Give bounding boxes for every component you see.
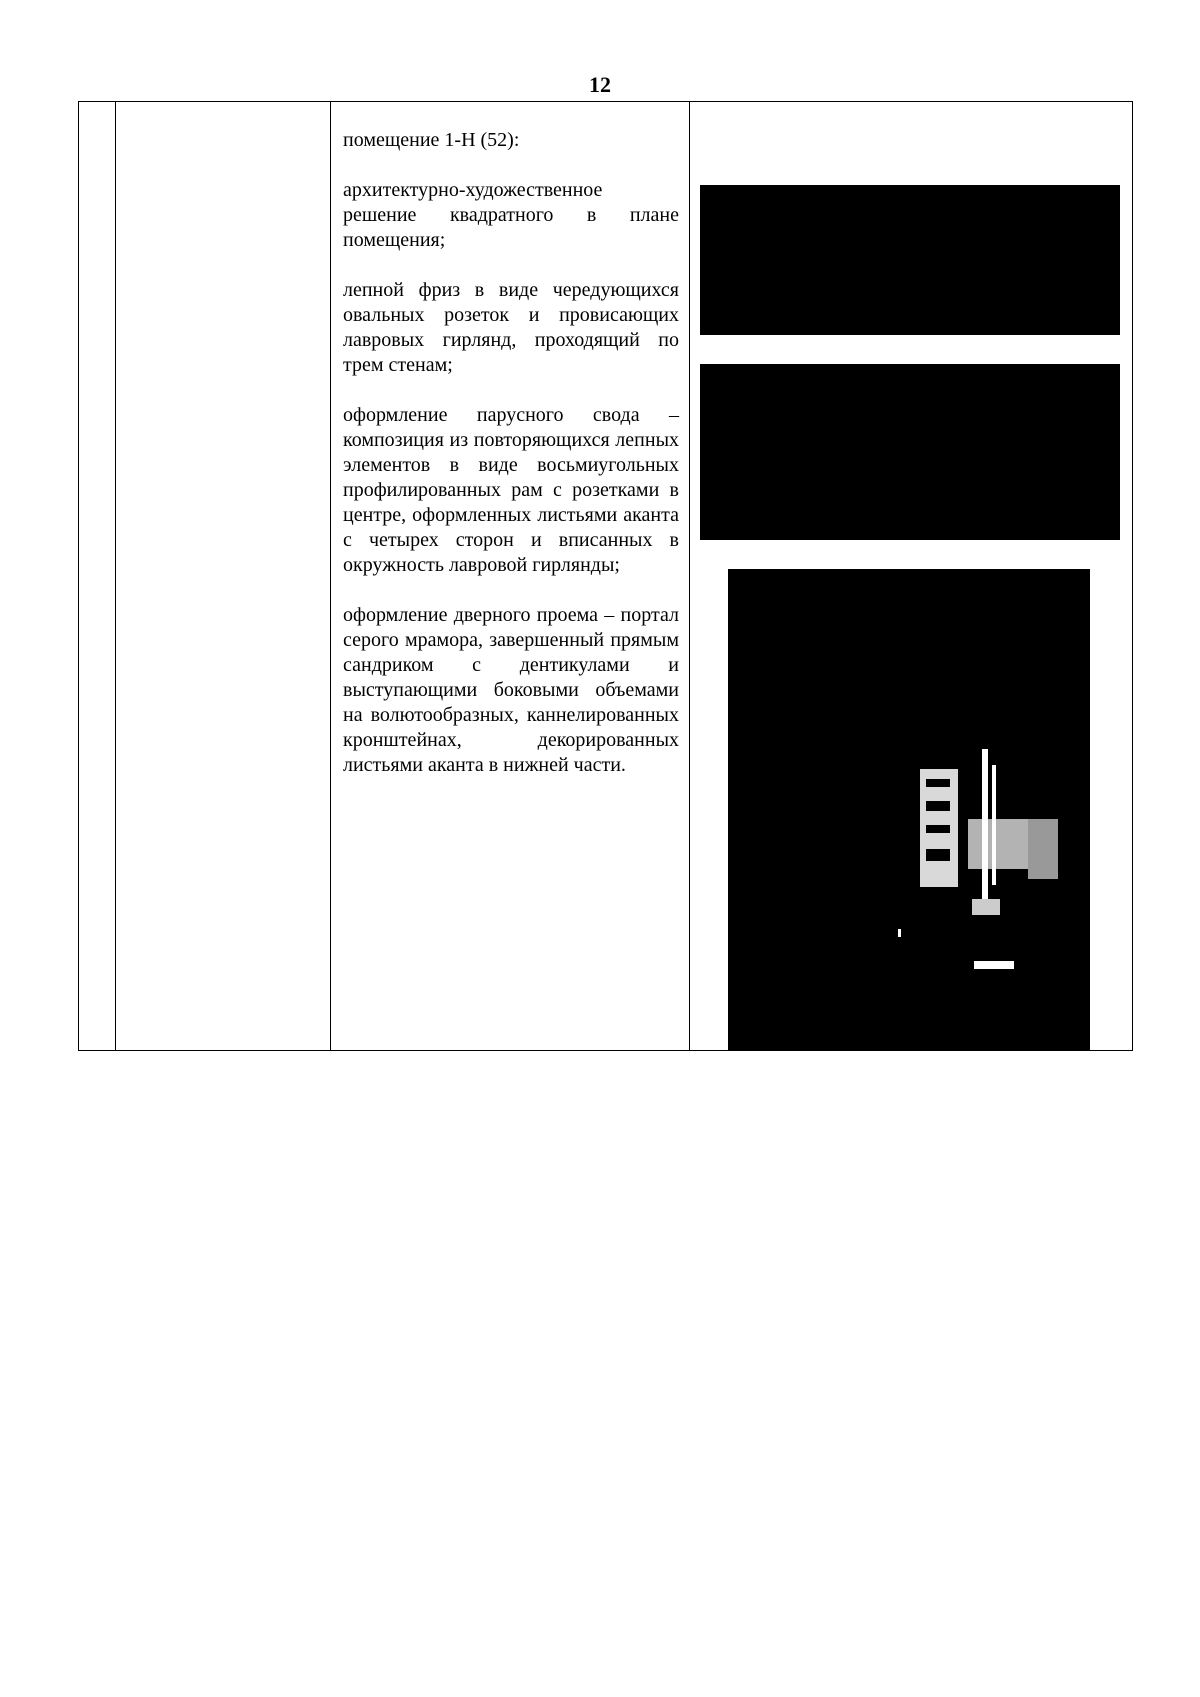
page-number: 12	[589, 72, 611, 97]
item-architectural-solution: архитектурно-художественное решение квадратного в плане помещения;	[343, 179, 679, 251]
room-heading: помещение 1-Н (52):	[343, 129, 520, 151]
photo-frieze	[700, 185, 1120, 335]
item-vault: оформление парусного свода – композиция из повторяющихся лепных элементов в виде восьмиугольных профилированных рам с розетками в центре, оформленных листьями аканта с четырех сторон и вписанных в окружность лавровой гирлянды;	[343, 404, 679, 576]
doorway-photo-highlights	[728, 569, 1090, 1051]
table-row	[79, 102, 1133, 1051]
number-cell	[79, 102, 116, 1051]
item-frieze: лепной фриз в виде чередующихся овальных розеток и провисающих лавровых гирлянд, проходящий по трем стенам;	[343, 279, 679, 376]
name-cell	[116, 102, 331, 1051]
photo-cell	[690, 102, 1133, 1051]
item-doorway: оформление дверного проема – портал серого мрамора, завершенный прямым сандриком с дентикулами и выступающими боковыми объемами на волютообразных, каннелированных кронштейнах, декорированных листьями аканта в нижней части.	[343, 604, 679, 776]
photo-vault	[700, 364, 1120, 540]
monument-table	[78, 101, 1133, 1051]
description-cell	[331, 102, 690, 1051]
photo-doorway	[728, 569, 1090, 1051]
